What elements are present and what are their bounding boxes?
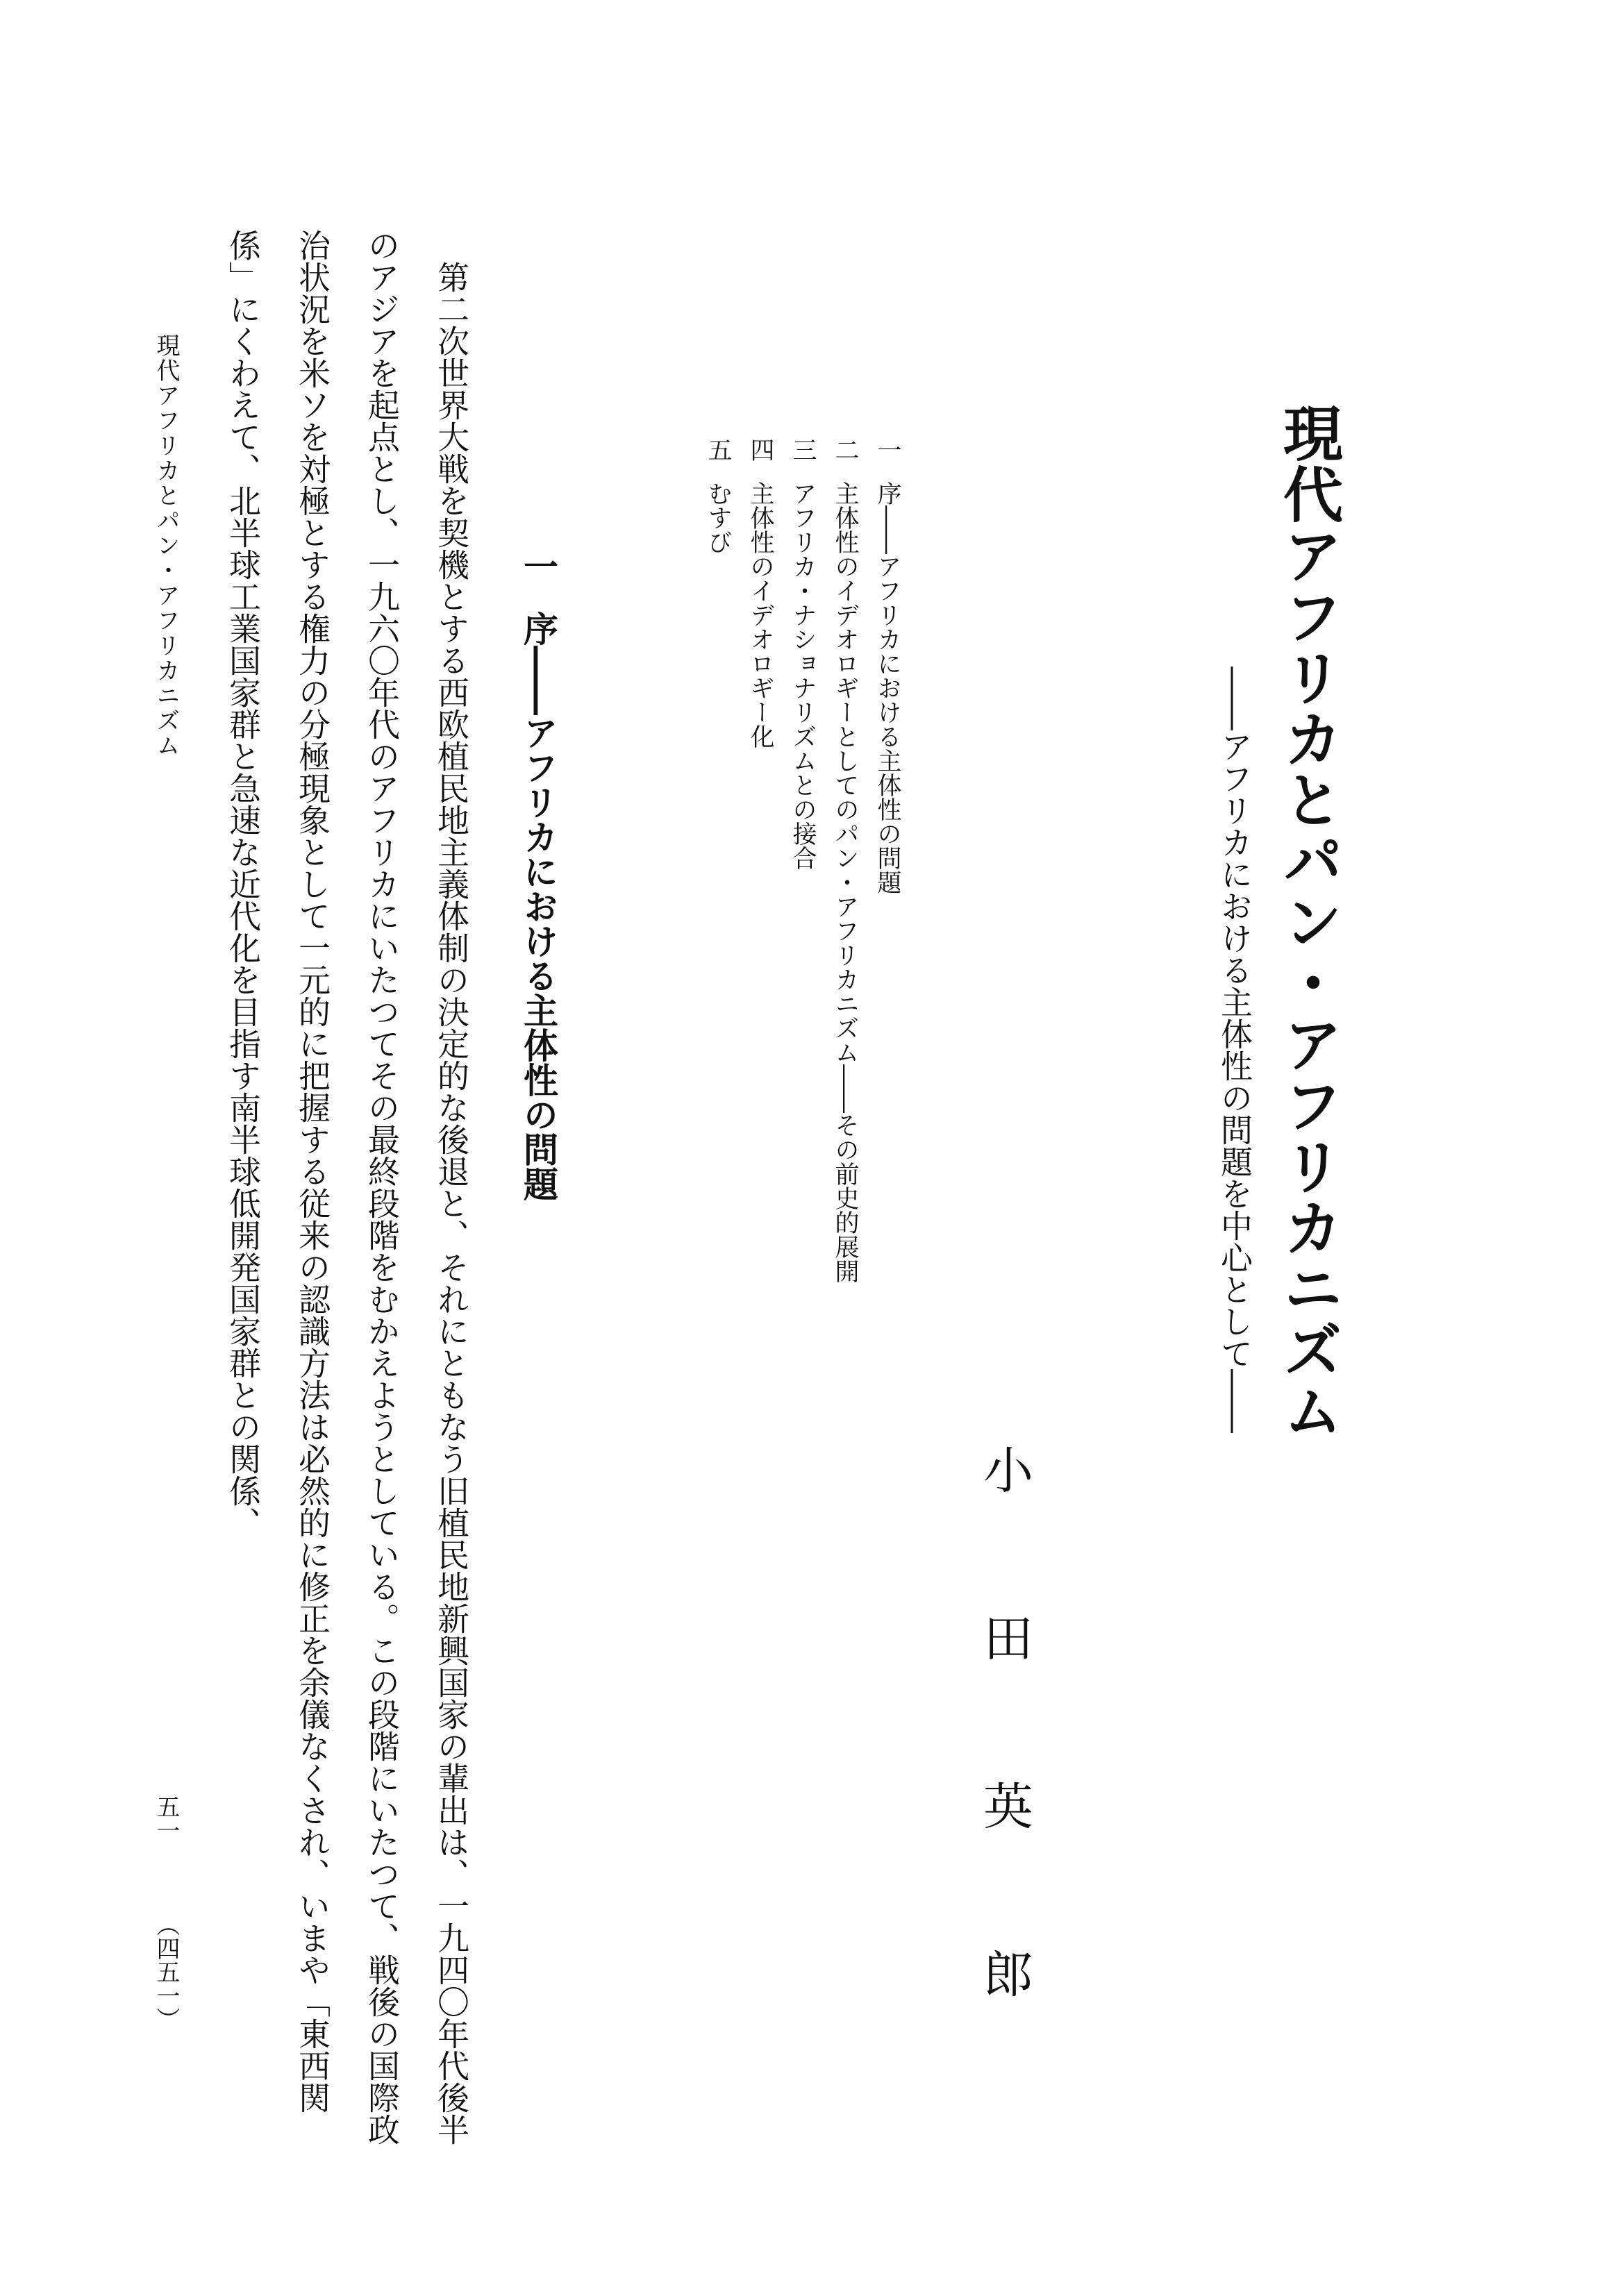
- toc-item-label: 序――アフリカにおける主体性の問題: [874, 481, 901, 894]
- toc-item-number: 五: [704, 437, 732, 462]
- toc-item-label: むすび: [704, 481, 732, 554]
- toc-item: [748, 437, 772, 1479]
- body-paragraph: 第二次世界大戦を契機とする西欧植民地主義体制の決定的な後退と、それにともなう旧植民地新興国家の輩出は、一九四〇年代後半のアジアを起点とし、一九六〇年代のアフリカにいたつてその最終段階をむかえようとしている。この段階にいたつて、戦後の国際政治状況を米ソを対極とする権力の分極現象として一元的に把握する従来の認識方法は必然的に修正を余儀なくされ、いまや「東西関係」にくわえて、北半球工業国家群と急速な近代化を目指す南半球低開発国家群との関係、: [224, 229, 470, 2145]
- article-title: 現代アフリカとパン・アフリカニズム: [1273, 403, 1343, 1441]
- toc-item-label: アフリカ・ナショナリズムとの接合: [789, 481, 817, 870]
- section-title: 序――アフリカにおける主体性の問題: [518, 611, 559, 1201]
- toc-item: [875, 437, 899, 1479]
- toc-item-label: 主体性のイデオロギー化: [747, 481, 774, 748]
- section-number: 一: [518, 548, 559, 583]
- toc-item-number: 二: [831, 437, 859, 462]
- table-of-contents: [649, 437, 899, 1479]
- toc-item: [833, 437, 857, 1479]
- page-number: 五一: [152, 1795, 180, 1842]
- toc-item-number: 一: [874, 437, 901, 462]
- toc-item-number: 四: [747, 437, 774, 462]
- toc-item-label: 主体性のイデオロギーとしてのパン・アフリカニズム――その前史的展開: [831, 481, 859, 1283]
- article-subtitle: ――アフリカにおける主体性の問題を中心として――: [1216, 667, 1253, 1433]
- toc-item-number: 三: [789, 437, 817, 462]
- volume-page-number: （四五一）: [152, 1913, 180, 2031]
- section-heading: [518, 548, 559, 1201]
- author-name: 小田英郎: [975, 1444, 1033, 2116]
- toc-item: [790, 437, 815, 1479]
- body-text: [208, 229, 486, 2159]
- running-title: 現代アフリカとパン・アフリカニズム: [152, 333, 180, 758]
- toc-item: [706, 437, 730, 1479]
